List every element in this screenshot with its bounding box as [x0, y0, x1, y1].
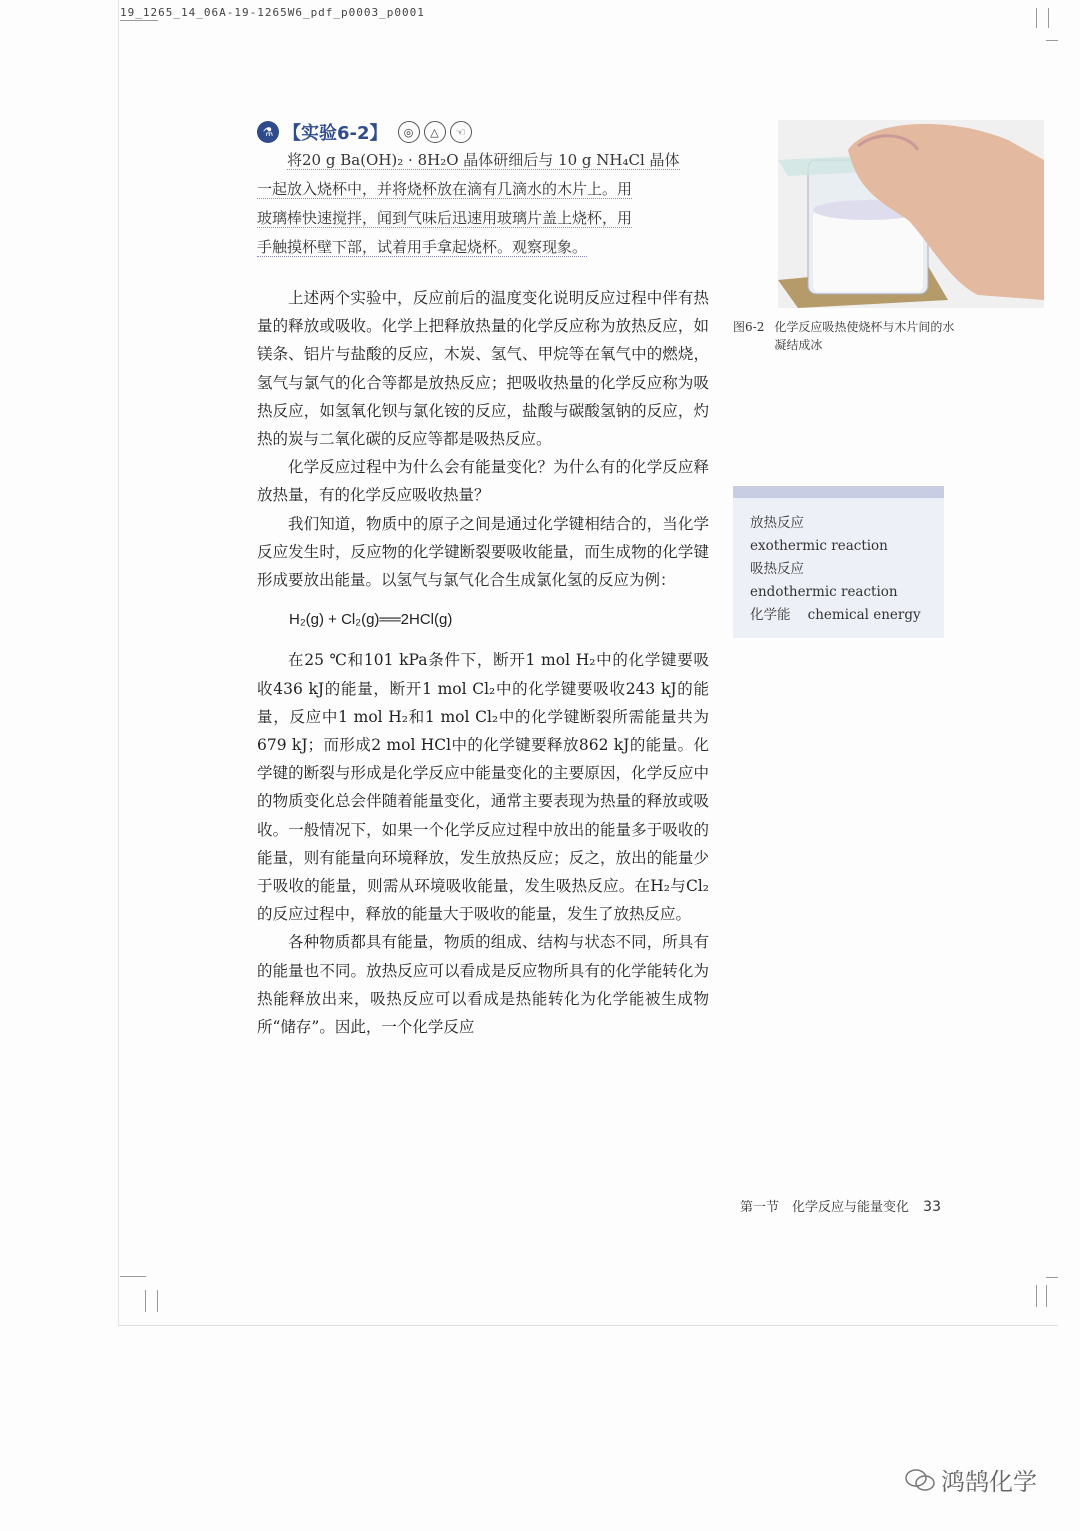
flask-icon: ⚗	[257, 121, 279, 143]
glossary-header-bar	[733, 486, 944, 498]
crop-mark	[1048, 8, 1049, 28]
glossary-term: endothermic reaction	[750, 584, 898, 600]
section-title: 第一节 化学反应与能量变化	[740, 1200, 910, 1215]
experiment-line: 一起放入烧杯中，并将烧杯放在滴有几滴水的木片上。用	[257, 180, 633, 198]
figure-caption-text: 化学反应吸热使烧杯与木片间的水凝结成冰	[774, 320, 955, 352]
page-footer	[740, 1196, 941, 1215]
glossary-term: 吸热反应	[750, 561, 804, 577]
paragraph: 上述两个实验中，反应前后的温度变化说明反应过程中伴有热量的释放或吸收。化学上把释放热量的化学反应称为放热反应，如镁条、铝片与盐酸的反应，木炭、氢气、甲烷等在氧气中的燃烧，氢气与氯气的化合等都是放热反应；把吸收热量的化学反应称为吸热反应，如氢氧化钡与氯化铵的反应，盐酸与碳酸氢钠的反应，灼热的炭与二氧化碳的反应等都是吸热反应。	[257, 289, 709, 449]
crop-mark	[1046, 40, 1058, 41]
crop-mark	[1046, 1285, 1047, 1307]
beaker-photo-illustration	[778, 120, 1044, 308]
safety-icons	[398, 121, 472, 143]
crop-mark	[157, 1290, 158, 1312]
page-number: 33	[923, 1199, 941, 1215]
chemical-equation: H₂(g) + Cl₂(g)══2HCl(g)	[289, 611, 453, 629]
hazard-icon: △	[424, 121, 446, 143]
watermark	[905, 1462, 1037, 1497]
experiment-photo	[778, 120, 1044, 308]
paragraph: 化学反应过程中为什么会有能量变化？为什么有的化学反应释放热量，有的化学反应吸收热量？	[257, 458, 709, 505]
goggles-icon: ◎	[398, 121, 420, 143]
crop-mark	[145, 1290, 146, 1312]
glossary-term: 放热反应	[750, 515, 804, 531]
paragraph: 各种物质都具有能量，物质的组成、结构与状态不同，所具有的能量也不同。放热反应可以看成是反应物所具有的化学能转化为热能释放出来，吸热反应可以看成是热能转化为化学能被生成物所“储存”。因此，一个化学反应	[257, 933, 709, 1037]
crop-mark	[1036, 1285, 1037, 1307]
experiment-line: 将20 g Ba(OH)₂ · 8H₂O 晶体研细后与 10 g NH₄Cl 晶体	[287, 151, 680, 169]
body-text	[257, 284, 709, 1041]
experiment-line: 玻璃棒快速搅拌，闻到气味后迅速用玻璃片盖上烧杯，用	[257, 209, 633, 227]
wechat-icon	[905, 1469, 935, 1491]
crop-mark	[120, 1276, 146, 1277]
paragraph: 在25 ℃和101 kPa条件下，断开1 mol H₂中的化学键要吸收436 kJ的能量，断开1 mol Cl₂中的化学键要吸收243 kJ的能量，反应中1 mol H₂和1 mol Cl₂中的化学键断裂所需能量共为679 kJ；而形成2 mol HCl中的化学键要释放862 kJ的能量。化学键的断裂与形成是化学反应中能量变化的主要原因，化学反应中的物质变化总会伴随着能量变化，通常主要表现为热量的释放或吸收。一般情况下，如果一个化学反应过程中放出的能量多于吸收的能量，则有能量向环境释放，发生放热反应；反之，放出的能量少于吸收的能量，则需从环境吸收能量，发生吸热反应。在H₂与Cl₂的反应过程中，释放的能量大于吸收的能量，发生了放热反应。	[257, 651, 709, 924]
experiment-title: 【实验6-2】	[283, 123, 388, 144]
paragraph: 我们知道，物质中的原子之间是通过化学键相结合的，当化学反应发生时，反应物的化学键断裂要吸收能量，而生成物的化学键形成要放出能量。以氢气与氯气化合生成氯化氢的反应为例：	[257, 514, 709, 590]
watermark-text: 鸿鹄化学	[941, 1468, 1037, 1496]
hand-icon: ☜	[450, 121, 472, 143]
scan-header-code: 19_1265_14_06A-19-1265W6_pdf_p0003_p0001	[120, 6, 425, 19]
figure-number: 图6-2	[733, 320, 765, 334]
glossary-box	[733, 486, 944, 638]
crop-mark	[1036, 8, 1037, 28]
experiment-text	[257, 146, 709, 262]
experiment-line: 手触摸杯壁下部，试着用手拿起烧杯。观察现象。	[257, 238, 588, 256]
experiment-heading	[257, 118, 472, 146]
glossary-term: exothermic reaction	[750, 538, 888, 554]
glossary-term: 化学能 chemical energy	[750, 607, 921, 623]
crop-mark	[1046, 1277, 1058, 1278]
page-edge	[118, 0, 119, 1325]
figure-caption	[733, 318, 963, 354]
page-edge	[118, 1325, 1058, 1326]
crop-mark	[120, 20, 158, 21]
